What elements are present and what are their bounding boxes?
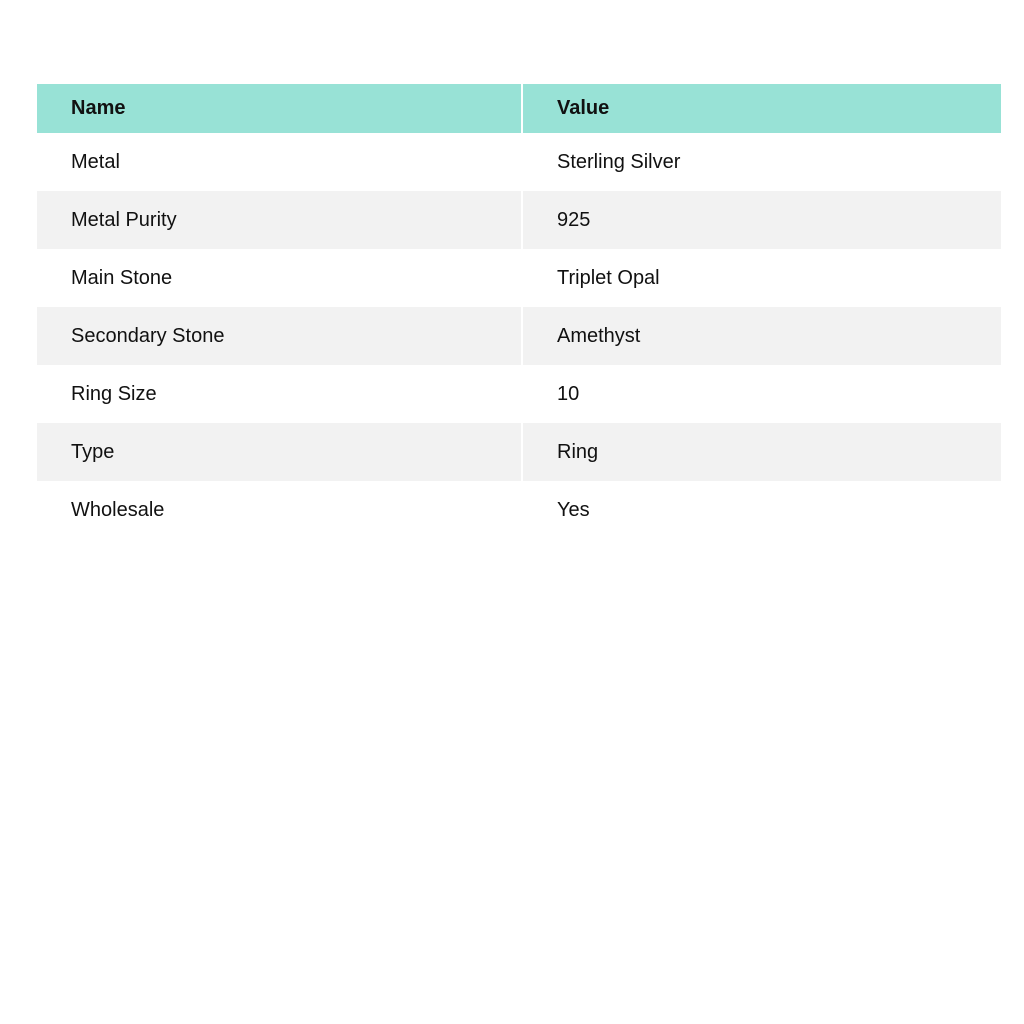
table-row-main-stone <box>37 249 1001 307</box>
table-row-metal-purity <box>37 191 1001 249</box>
attribute-name-cell: Secondary Stone <box>37 307 523 365</box>
attribute-name-cell: Ring Size <box>37 365 523 423</box>
attribute-value-cell: Yes <box>557 498 590 521</box>
attribute-name-cell: Metal <box>37 133 523 191</box>
attribute-name-cell: Type <box>37 423 523 481</box>
attribute-value-cell: Ring <box>557 440 599 463</box>
attribute-value-cell: 10 <box>557 382 580 405</box>
attribute-value-cell: Triplet Opal <box>557 266 660 289</box>
attribute-name-cell: Metal Purity <box>37 191 523 249</box>
table-row-ring-size <box>37 365 1001 423</box>
table-row-metal <box>37 133 1001 191</box>
table-row-secondary-stone <box>37 307 1001 365</box>
attribute-value-cell: Sterling Silver <box>557 150 681 173</box>
table-row-wholesale <box>37 481 1001 539</box>
attribute-name-cell: Main Stone <box>37 249 523 307</box>
table-header-row <box>37 84 1001 133</box>
attribute-value-cell: 925 <box>557 208 591 231</box>
column-header-name: Name <box>37 84 523 133</box>
attribute-name-cell: Wholesale <box>37 481 523 539</box>
product-attributes-table <box>37 84 1001 539</box>
column-header-value: Value <box>557 97 610 119</box>
attribute-value-cell: Amethyst <box>557 324 641 347</box>
table-row-type <box>37 423 1001 481</box>
